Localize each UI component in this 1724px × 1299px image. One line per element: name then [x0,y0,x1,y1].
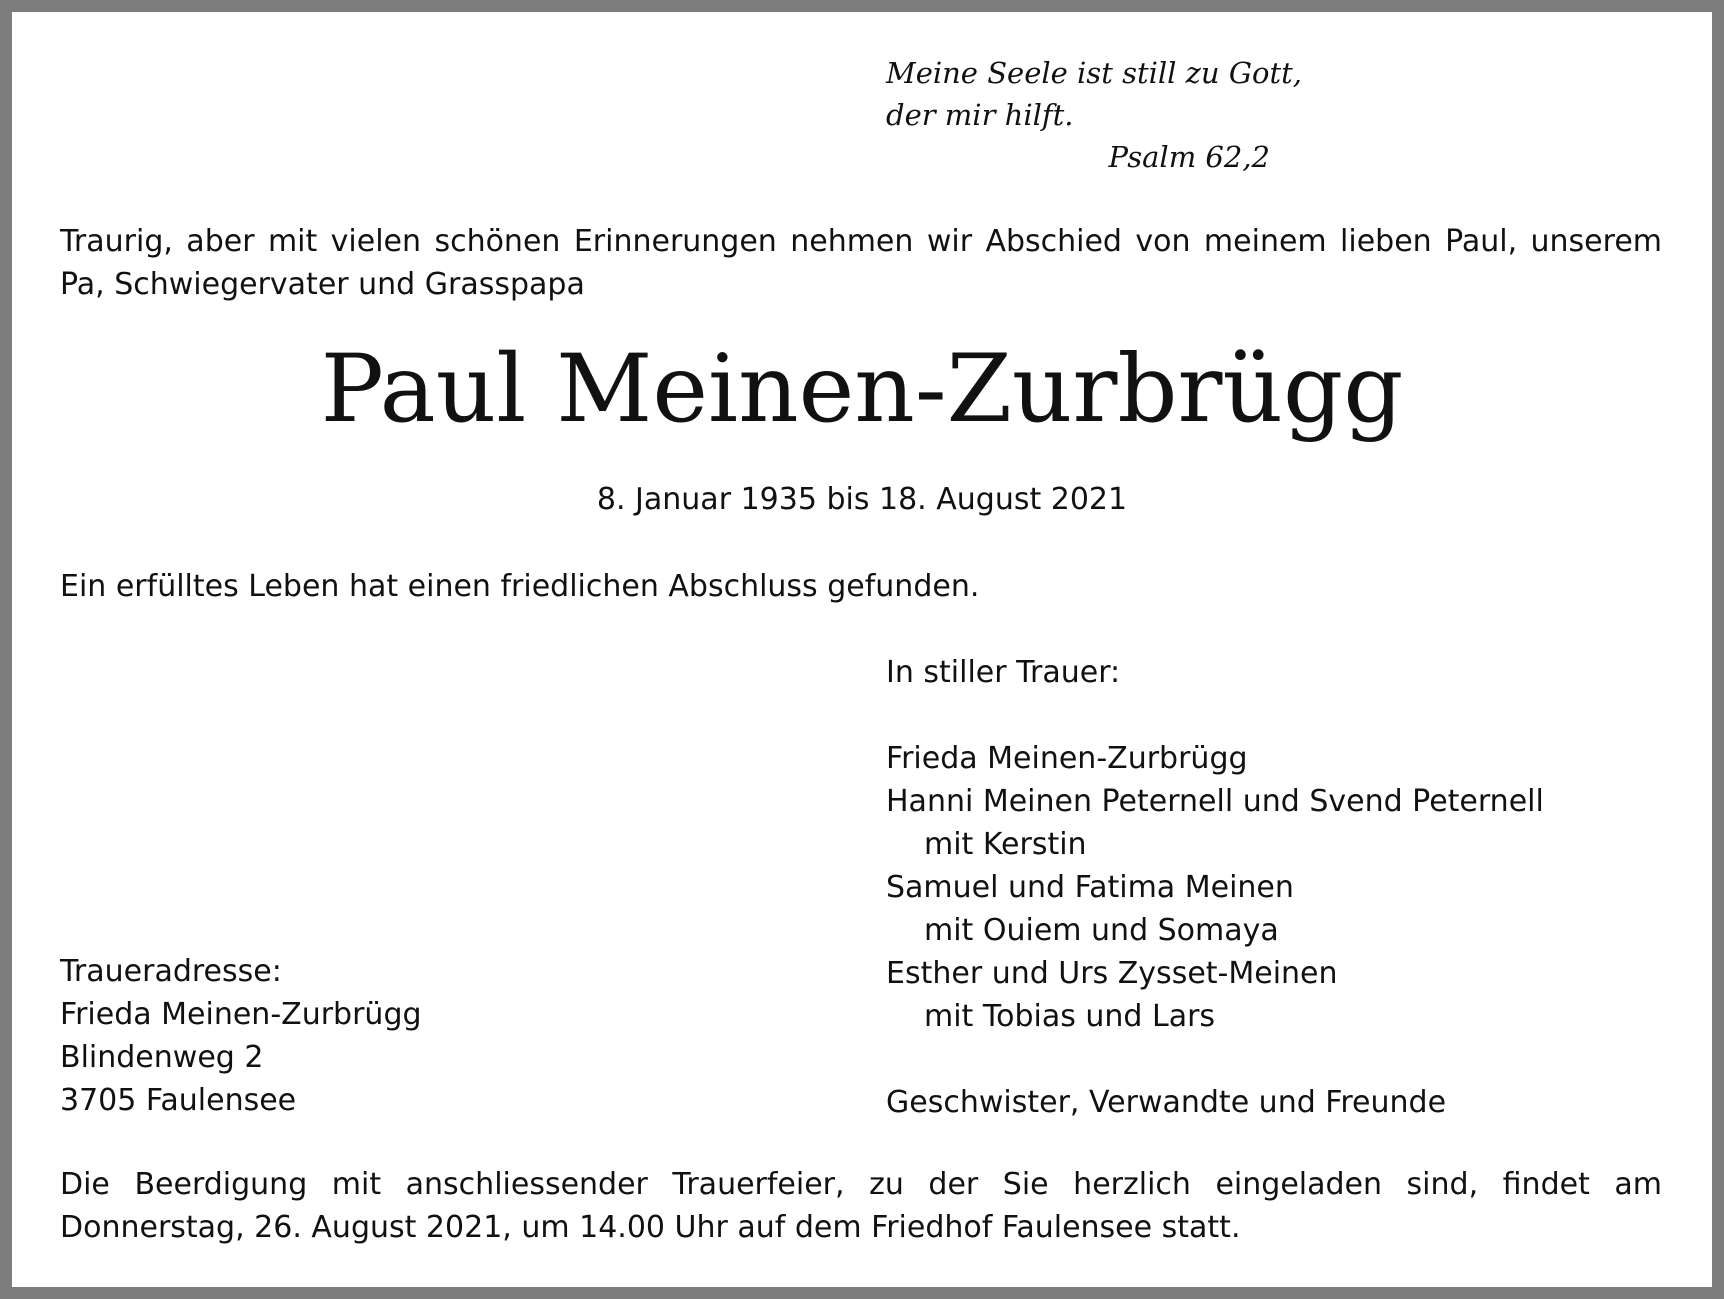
verse-reference: Psalm 62,2 [1108,140,1270,174]
address-label: Traueradresse: [60,954,282,989]
mourners-closing: Geschwister, Verwandte und Freunde [886,1085,1447,1120]
mourner-entry: Frieda Meinen-Zurbrügg [886,741,1248,776]
address-name: Frieda Meinen-Zurbrügg [60,997,422,1032]
deceased-name: Paul Meinen-Zurbrügg [320,335,1404,444]
mourning-address [60,950,422,1122]
burial-paragraph: Die Beerdigung mit anschliessender Trauerfeier, zu der Sie herzlich eingeladen sind, findet am Donnerstag, 26. August 2021, um 14.00 Uhr auf dem Friedhof Faulensee statt. [60,1167,1662,1245]
mourner-entry: mit Ouiem und Somaya [924,913,1279,948]
life-statement: Ein erfülltes Leben hat einen friedlichen Abschluss gefunden. [60,569,980,604]
address-street: Blindenweg 2 [60,1040,264,1075]
mourner-entry: Esther und Urs Zysset-Meinen [886,956,1338,991]
intro-paragraph: Traurig, aber mit vielen schönen Erinnerungen nehmen wir Abschied von meinem lieben Paul, unserem Pa, Schwiegervater und Grasspapa [60,224,1662,302]
mourner-entry: Hanni Meinen Peternell und Svend Peternell [886,784,1544,819]
verse-line-2: der mir hilft. [886,98,1074,132]
spacer [886,694,1706,737]
address-city: 3705 Faulensee [60,1083,297,1118]
mourners-heading: In stiller Trauer: [886,655,1121,690]
obituary-notice [12,12,1712,1287]
mourner-entry: mit Kerstin [924,827,1087,862]
mourners-list [886,651,1706,1124]
mourner-entry: Samuel und Fatima Meinen [886,870,1294,905]
bible-verse [886,52,1302,178]
verse-line-1: Meine Seele ist still zu Gott, [886,56,1302,90]
mourner-entry: mit Tobias und Lars [924,999,1216,1034]
spacer [886,1038,1706,1081]
life-dates: 8. Januar 1935 bis 18. August 2021 [596,482,1128,517]
